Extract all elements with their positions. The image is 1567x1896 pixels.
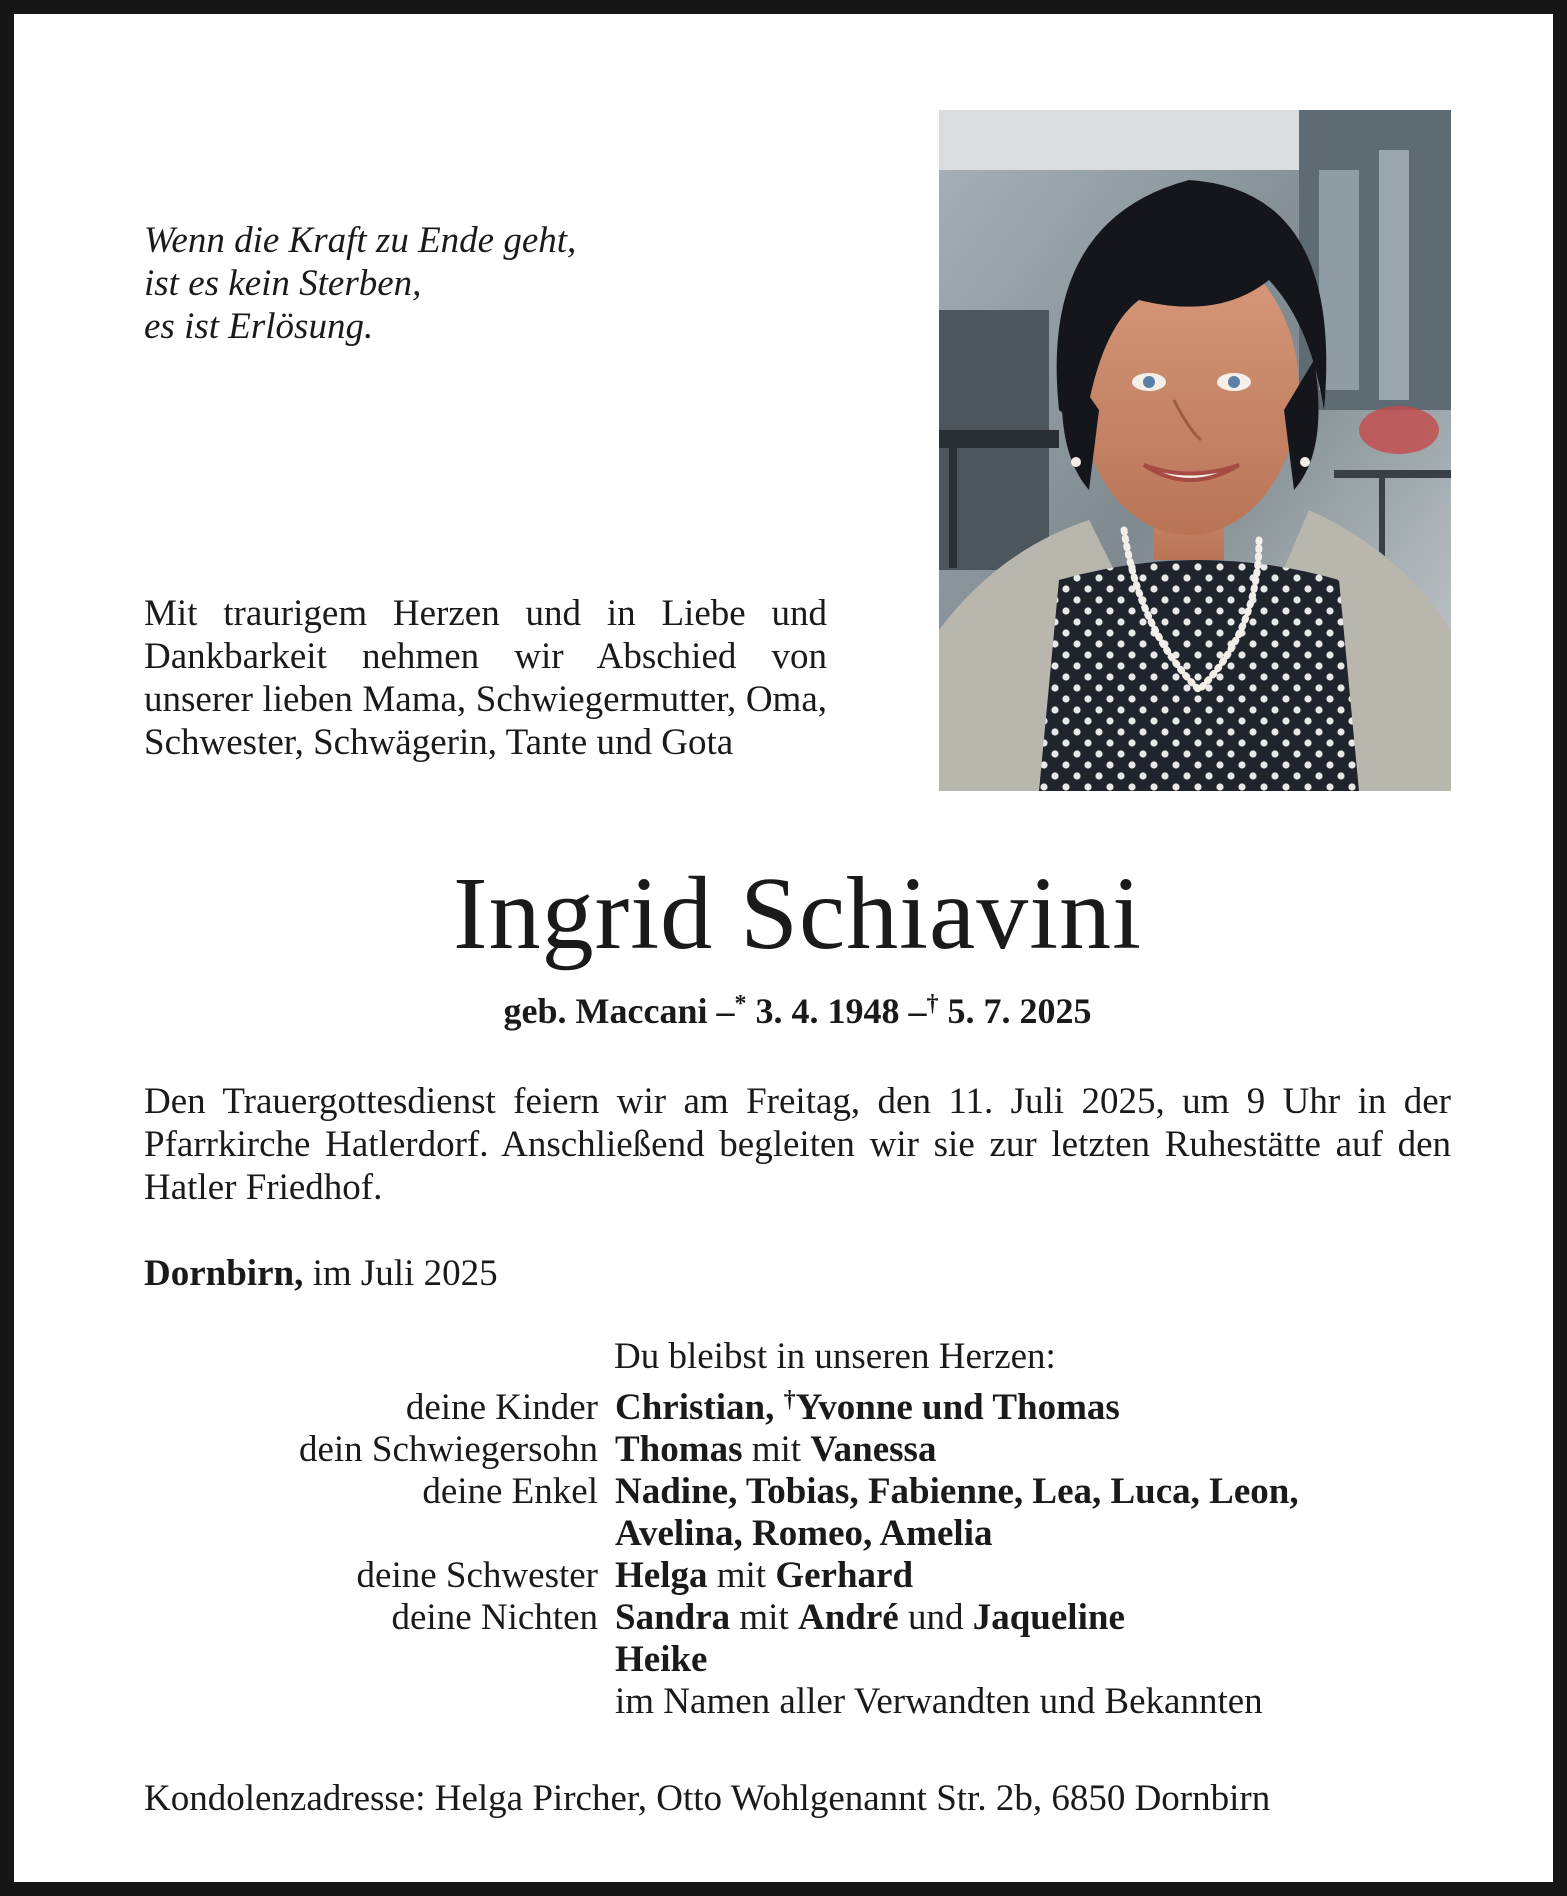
family-member: Christian, [615,1387,775,1428]
family-names [615,1471,1299,1513]
family-row-nichten-cont [14,1639,1567,1681]
family-member: Sandra [615,1597,731,1638]
birth-name: geb. Maccani [503,991,708,1031]
family-names [615,1597,1125,1639]
family-row-kinder [14,1387,1567,1429]
memorial-quote [144,219,704,348]
connector-word: mit [751,1429,802,1470]
family-row-nichten [14,1597,1567,1639]
family-member: Gerhard [775,1555,914,1596]
quote-line: ist es kein Sterben, [144,263,422,304]
condolence-address: Kondolenzadresse: Helga Pircher, Otto Wohlgenannt Str. 2b, 6850 Dornbirn [144,1778,1271,1819]
connector-word: mit [716,1555,767,1596]
place-date-line [144,1252,498,1295]
family-label: deine Nichten [391,1597,598,1638]
intro-paragraph: Mit traurigem Herzen und in Liebe und Dankbarkeit nehmen wir Abschied von unserer lieben Mama, Schwiegermutter, Oma, Schwester, Schwägerin, Tante und Gota [144,593,827,763]
place-date: im Juli 2025 [312,1253,498,1294]
family-row-enkel-cont [14,1513,1567,1555]
family-member: Vanessa [810,1429,937,1470]
portrait-image [939,110,1451,791]
birth-star-icon: * [734,991,747,1017]
family-label: deine Schwester [356,1555,598,1596]
family-row-schwiegersohn [14,1429,1567,1471]
death-cross-icon: † [926,991,939,1017]
family-row-schwester [14,1555,1567,1597]
family-row-enkel [14,1471,1567,1513]
family-closing-row [14,1681,1567,1723]
death-date: 5. 7. 2025 [947,991,1092,1031]
quote-line: Wenn die Kraft zu Ende geht, [144,220,577,261]
family-label: dein Schwiegersohn [298,1429,598,1470]
deceased-name: Ingrid Schiavini [452,856,1142,971]
family-names [615,1429,936,1471]
cross-icon: † [783,1387,796,1413]
family-names [615,1513,992,1555]
portrait-photo [939,110,1451,791]
separator: – [716,991,735,1031]
separator: – [908,991,927,1031]
family-member: Jaqueline [972,1597,1125,1638]
family-member: Helga [615,1555,708,1596]
birth-death-line [14,989,1567,1033]
quote-line: es ist Erlösung. [144,306,374,347]
family-member: Nadine, Tobias, Fabienne, Lea, Luca, Leon, [615,1471,1299,1512]
birth-date: 3. 4. 1948 [755,991,900,1031]
family-label: deine Kinder [405,1387,598,1428]
connector-word: mit [739,1597,789,1638]
funeral-service-text: Den Trauergottesdienst feiern wir am Freitag, den 11. Juli 2025, um 9 Uhr in der Pfarrkirche Hatlerdorf. Anschließend begleiten wir sie zur letzten Ruhestätte auf den Hatler Friedhof. [144,1081,1451,1208]
family-label: deine Enkel [422,1471,598,1512]
family-member: Heike [615,1639,708,1680]
connector-word: und [907,1597,964,1638]
family-heading: Du bleibst in unseren Herzen: [614,1336,1056,1377]
family-names [615,1555,913,1597]
family-member: Thomas [615,1429,743,1470]
family-closing: im Namen aller Verwandten und Bekannten [615,1681,1263,1722]
family-member: Avelina, Romeo, Amelia [615,1513,993,1554]
family-member: André [798,1597,899,1638]
place-city: Dornbirn, [144,1253,304,1294]
family-names [615,1639,707,1681]
family-names [615,1387,1120,1429]
family-member: Yvonne und Thomas [795,1387,1120,1428]
